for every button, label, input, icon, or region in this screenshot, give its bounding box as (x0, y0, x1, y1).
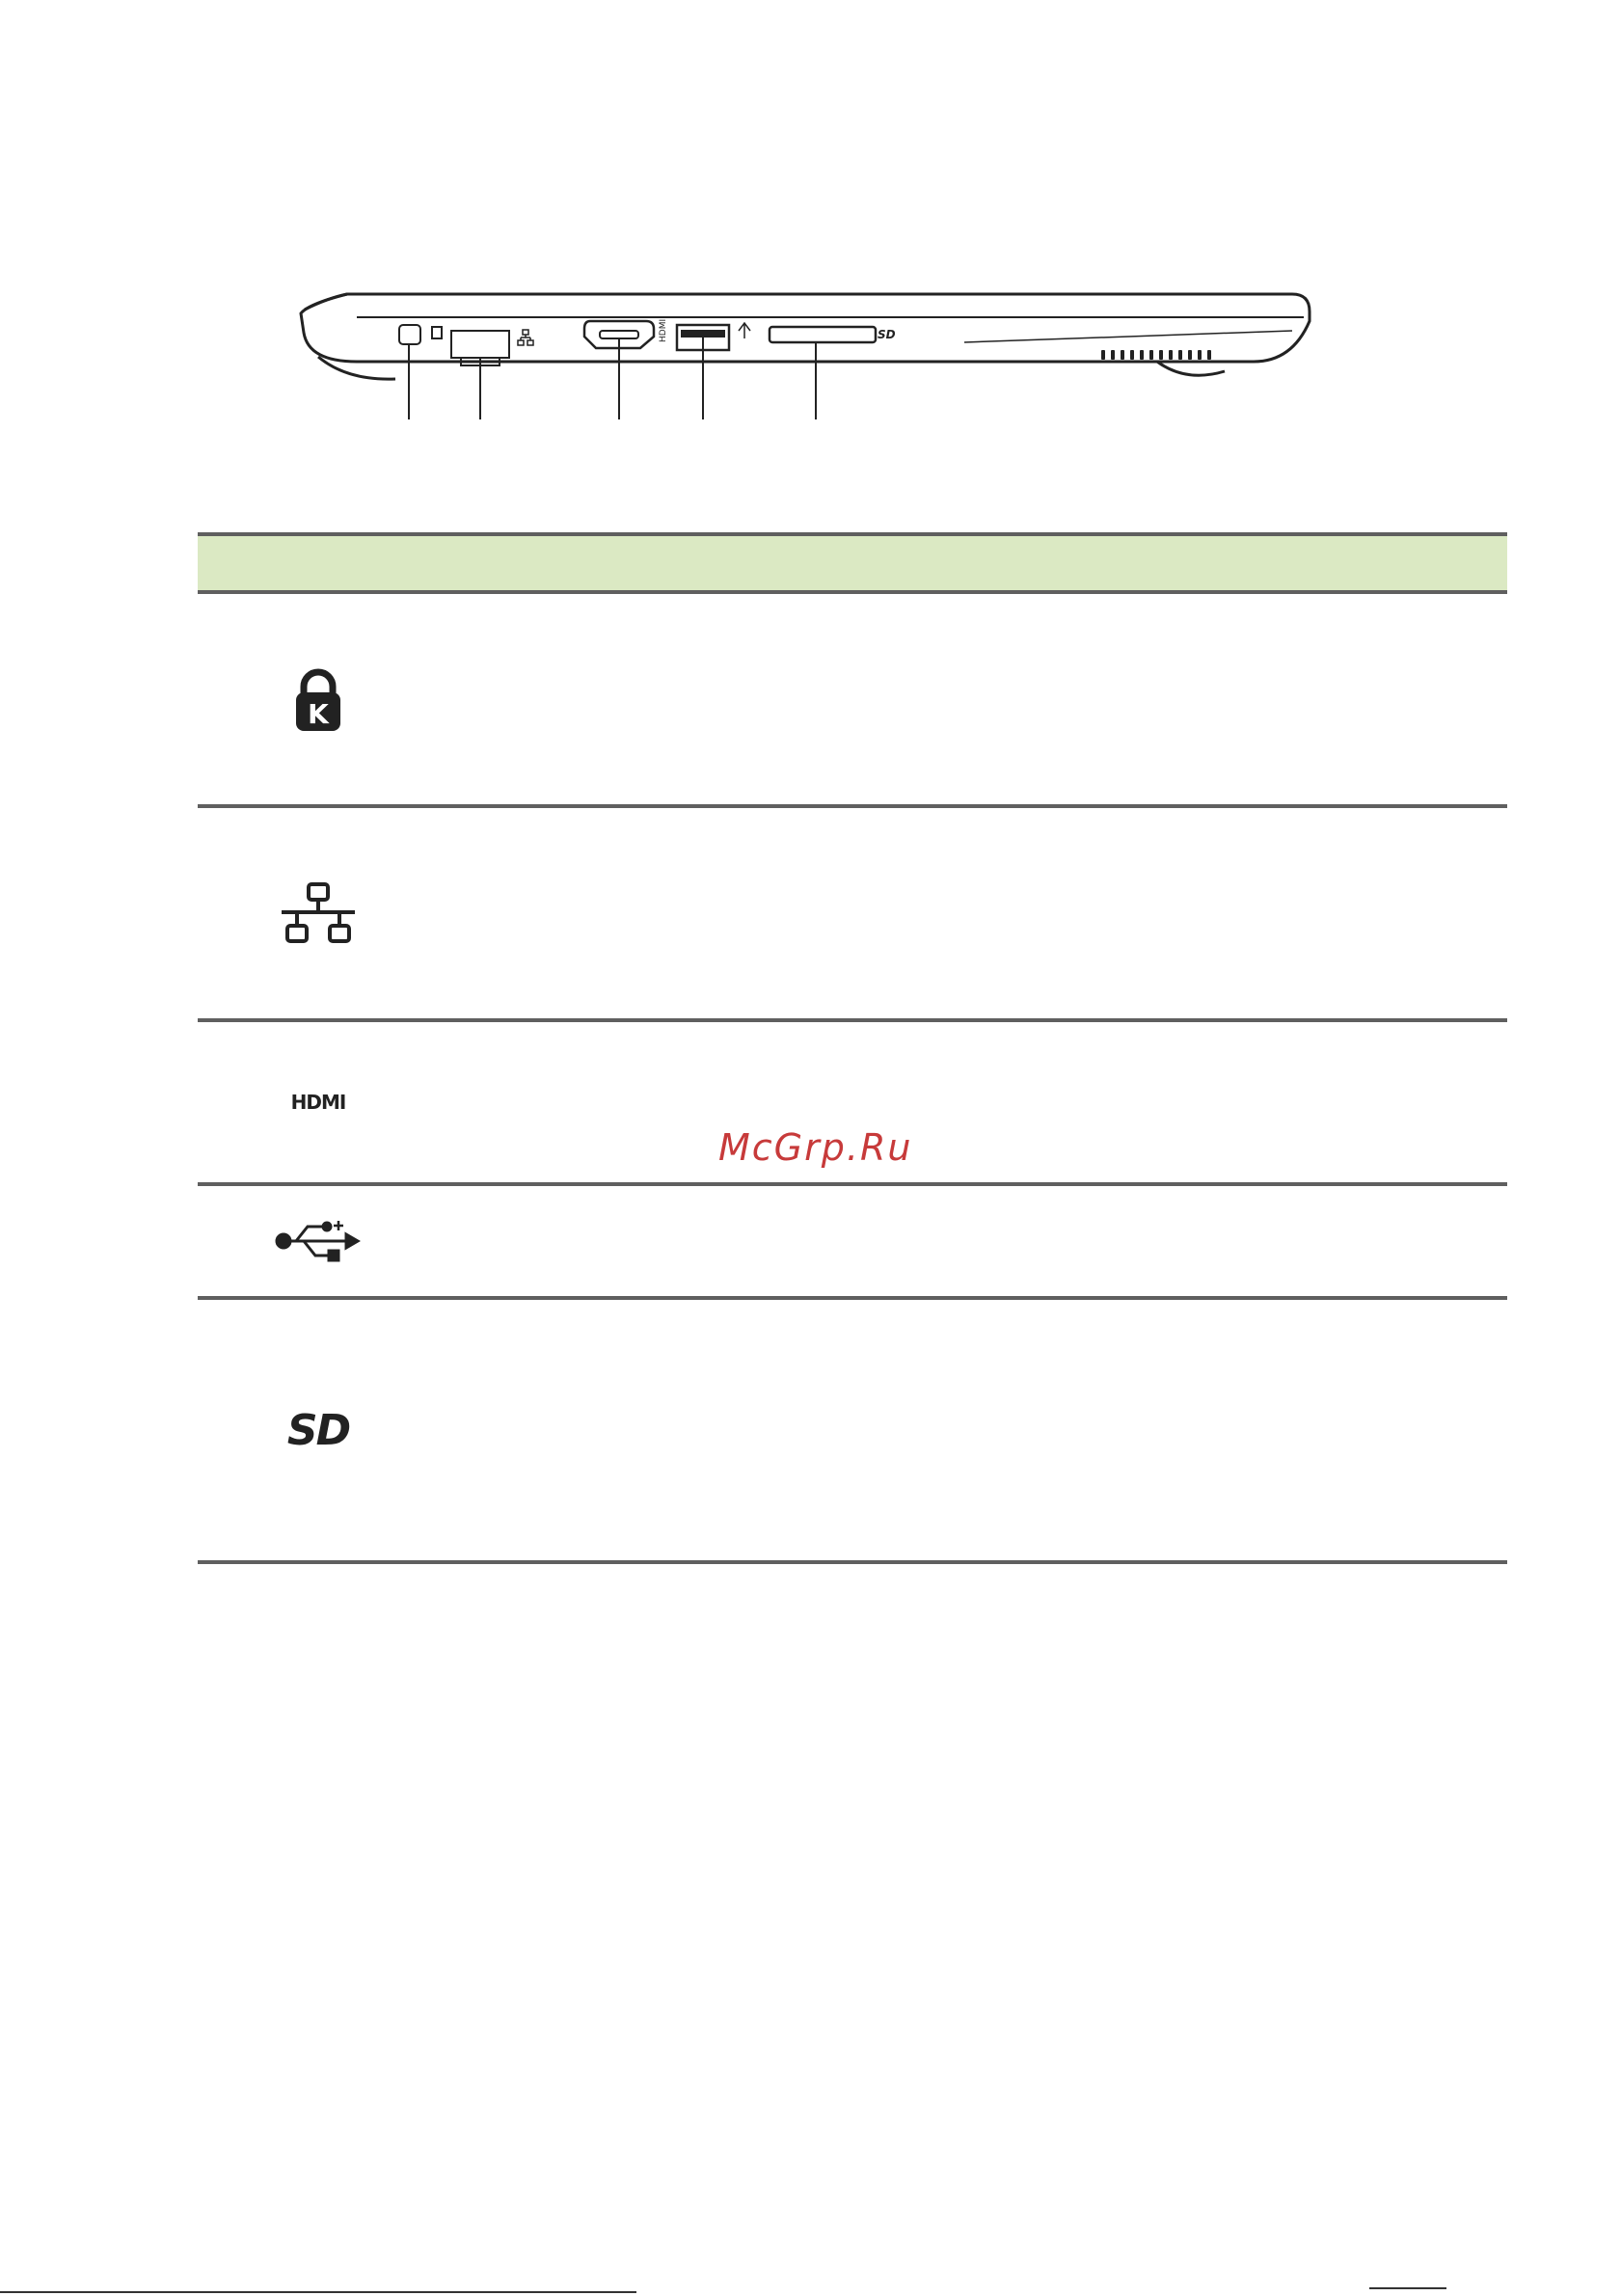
icon-cell (198, 1022, 439, 1182)
usb-icon (275, 1219, 362, 1263)
watermark-text: McGrp.Ru (718, 1126, 913, 1169)
footer-mark (1369, 2287, 1446, 2295)
svg-text:SD: SD (286, 1408, 350, 1452)
ports-table (198, 532, 1507, 1564)
table-row-usb (198, 1186, 1507, 1300)
svg-text:HDMI: HDMI (290, 1091, 346, 1114)
svg-text:SD: SD (878, 328, 896, 341)
svg-text:K: K (308, 698, 329, 730)
hdmi-icon (275, 1091, 362, 1114)
table-row-ethernet (198, 808, 1507, 1022)
icon-cell (198, 1300, 439, 1560)
icon-cell (198, 1186, 439, 1296)
table-header (198, 532, 1507, 594)
icon-cell (198, 808, 439, 1018)
footer-rule (0, 2291, 636, 2293)
sd-card-icon (265, 1408, 371, 1452)
table-row-sd (198, 1300, 1507, 1564)
icon-cell (198, 594, 439, 804)
ethernet-icon (280, 881, 357, 945)
kensington-lock-icon (292, 665, 344, 733)
laptop-left-side-illustration (289, 275, 1331, 429)
table-row-kensington (198, 594, 1507, 808)
svg-text:HDMI: HDMI (659, 318, 668, 342)
